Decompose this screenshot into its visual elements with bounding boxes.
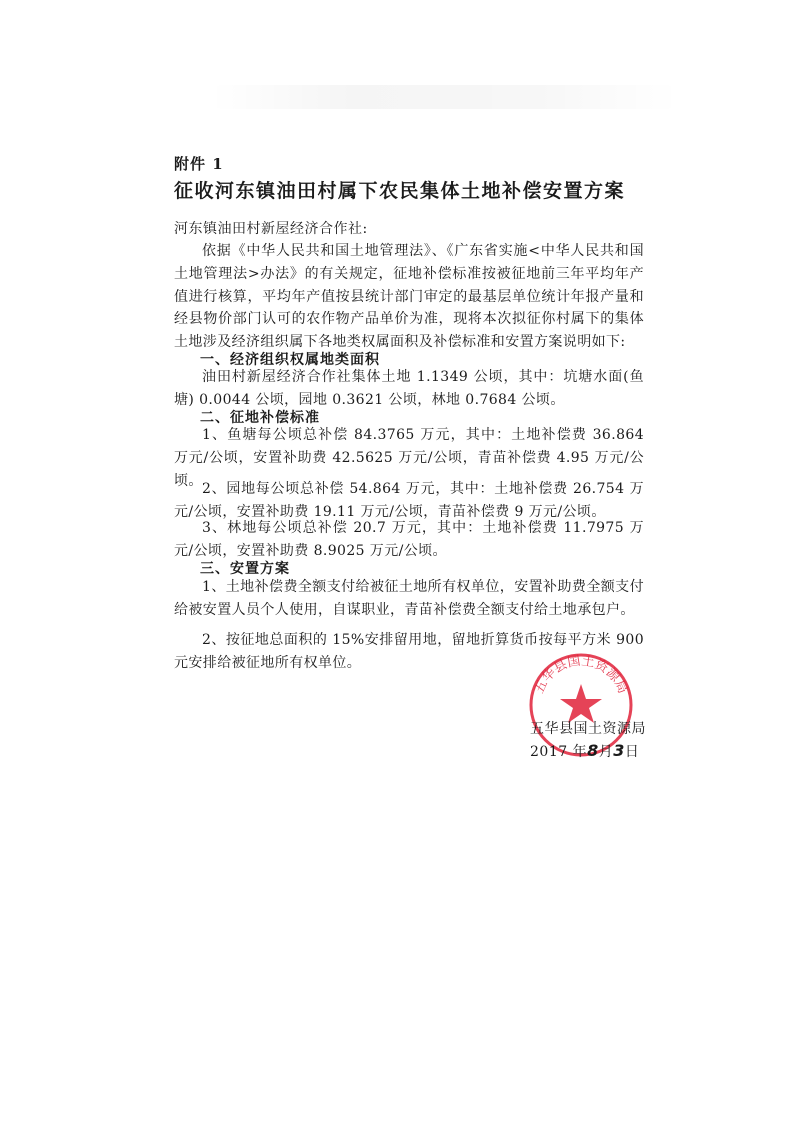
section2-item-3: 3、林地每公顷总补偿 20.7 万元，其中：土地补偿费 11.7975 万元/公顷，安置补助费 8.9025 万元/公顷。	[174, 520, 644, 559]
section2-heading: 二、征地补偿标准	[200, 410, 320, 426]
section3-heading: 三、安置方案	[200, 561, 290, 577]
date-month-suffix: 月	[598, 744, 614, 760]
section1-paragraph: 油田村新屋经济合作社集体土地 1.1349 公顷，其中：坑塘水面(鱼塘) 0.0044 公顷，园地 0.3621 公顷，林地 0.7684 公顷。	[174, 369, 644, 408]
attachment-label: 附件 1	[174, 155, 224, 173]
signature-org: 五华县国土资源局	[530, 721, 646, 737]
date-day-suffix: 日	[624, 744, 640, 760]
recipient: 河东镇油田村新屋经济合作社:	[174, 221, 368, 237]
signature-date	[530, 740, 646, 763]
scan-smudge	[210, 85, 680, 109]
date-year: 2017 年	[530, 744, 588, 760]
seal-text: 五华县国土资源局	[531, 653, 631, 697]
section3-item-2: 2、按征地总面积的 15%安排留用地，留地折算货币按每平方米 900 元安排给被征地所有权单位。	[174, 632, 644, 671]
section2-item-2: 2、园地每公顷总补偿 54.864 万元，其中：土地补偿费 26.754 万元/公顷，安置补助费 19.11 万元/公顷，青苗补偿费 9 万元/公顷。	[174, 481, 644, 520]
intro-paragraph: 依据《中华人民共和国土地管理法》、《广东省实施<中华人民共和国土地管理法>办法》的有关规定，征地补偿标准按被征地前三年平均年产值进行核算，平均年产值按县统计部门审定的最基层单位统计年报产量和经县物价部门认可的农作物产品单价为准，现将本次拟征你村属下的集体土地涉及经济组织属下各地类权属面积及补偿标准和安置方案说明如下:	[174, 243, 644, 351]
date-day: 3	[613, 741, 625, 760]
signature-block	[530, 718, 646, 763]
section1-heading: 一、经济组织权属地类面积	[200, 352, 380, 368]
section3-item-1: 1、土地补偿费全额支付给被征土地所有权单位，安置补助费全额支付给被安置人员个人使用，自谋职业，青苗补偿费全额支付给土地承包户。	[174, 579, 644, 618]
document-title: 征收河东镇油田村属下农民集体土地补偿安置方案	[174, 180, 626, 202]
date-month: 8	[587, 741, 599, 760]
section2-item-1: 1、鱼塘每公顷总补偿 84.3765 万元，其中：土地补偿费 36.864 万元/公顷，安置补助费 42.5625 万元/公顷，青苗补偿费 4.95 万元/公顷。	[174, 427, 644, 489]
